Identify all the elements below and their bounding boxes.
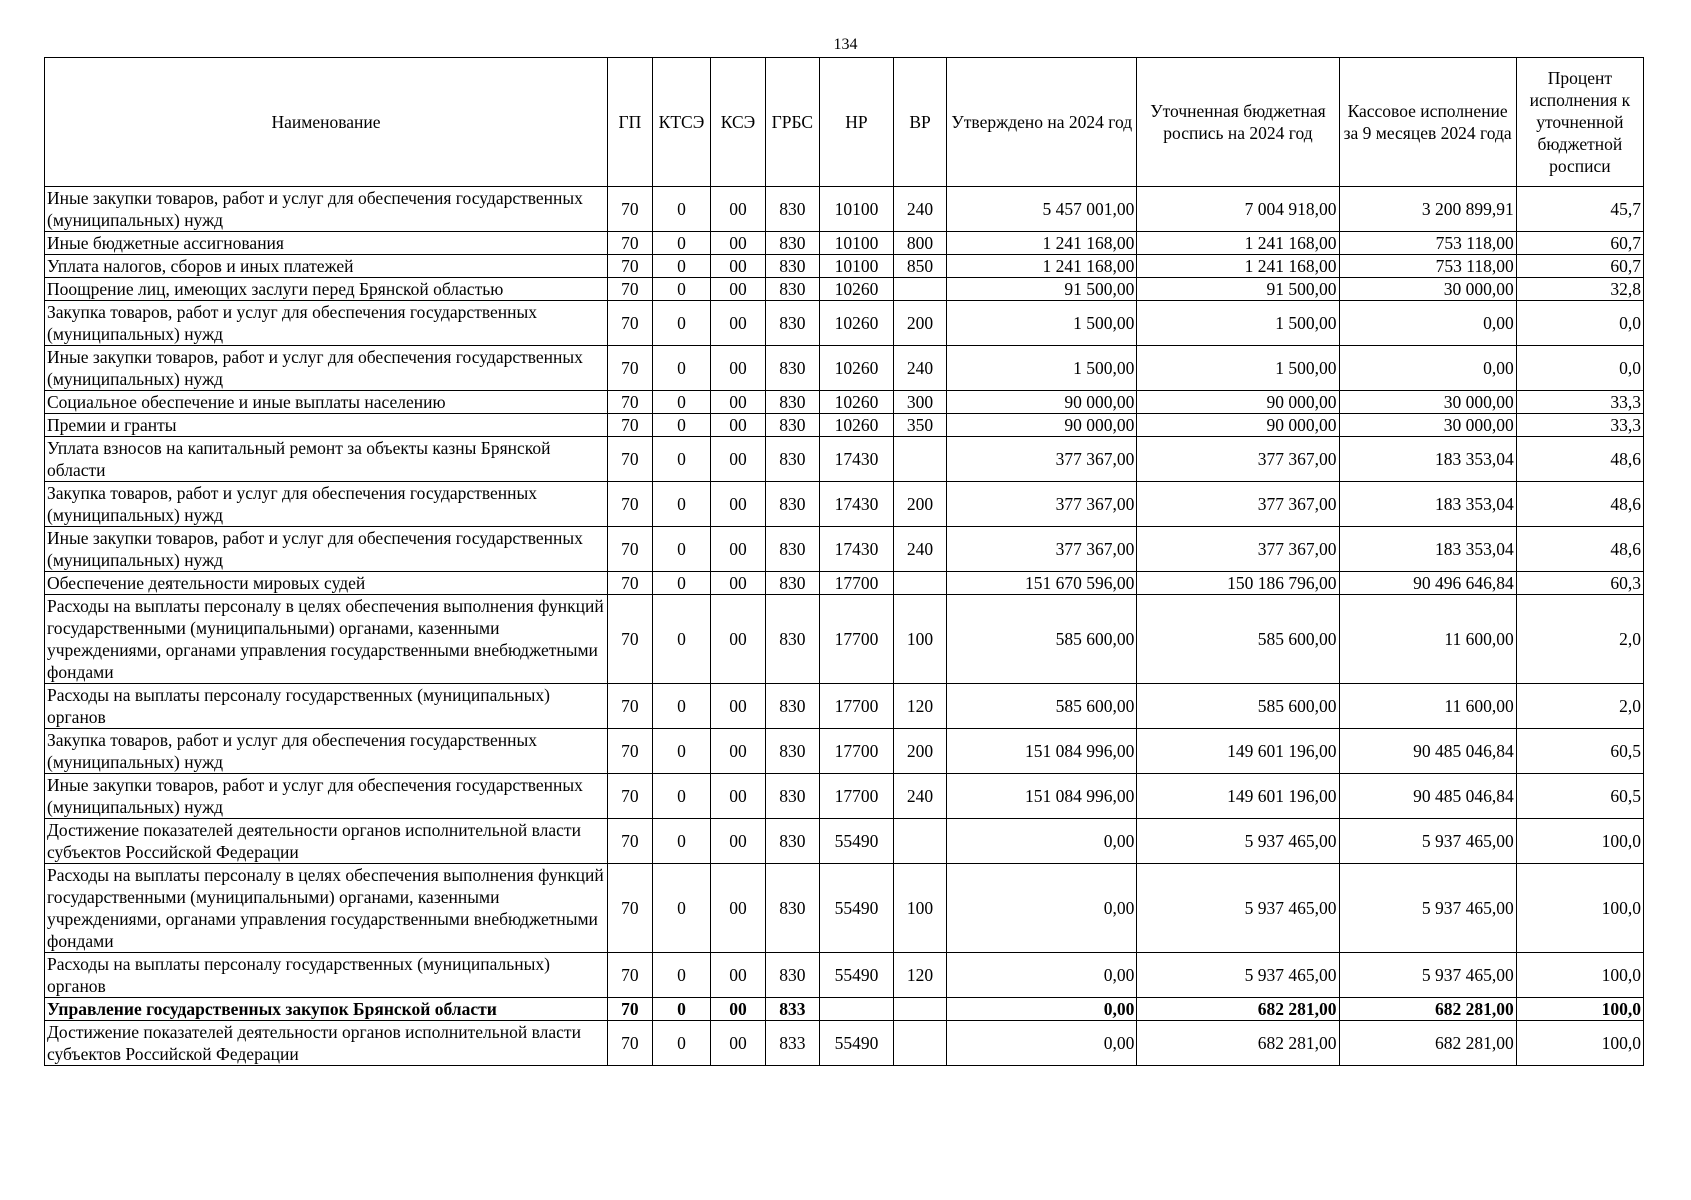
row-kse: 00 — [711, 255, 765, 278]
row-grbs: 830 — [765, 255, 819, 278]
row-refined: 7 004 918,00 — [1137, 187, 1339, 232]
row-ktse: 0 — [652, 414, 711, 437]
table-row — [45, 414, 1644, 437]
row-np: 55490 — [820, 1021, 894, 1066]
row-grbs: 830 — [765, 864, 819, 953]
row-refined: 1 500,00 — [1137, 346, 1339, 391]
row-gp: 70 — [608, 391, 653, 414]
row-approved: 377 367,00 — [947, 437, 1137, 482]
row-approved: 151 670 596,00 — [947, 572, 1137, 595]
row-grbs: 833 — [765, 998, 819, 1021]
table-row — [45, 527, 1644, 572]
row-ktse: 0 — [652, 595, 711, 684]
row-vr: 240 — [893, 774, 946, 819]
row-gp: 70 — [608, 527, 653, 572]
row-grbs: 830 — [765, 774, 819, 819]
row-ktse: 0 — [652, 346, 711, 391]
row-approved: 151 084 996,00 — [947, 729, 1137, 774]
row-approved: 377 367,00 — [947, 527, 1137, 572]
page-number: 134 — [833, 36, 858, 53]
row-grbs: 830 — [765, 684, 819, 729]
row-refined: 1 500,00 — [1137, 301, 1339, 346]
row-gp: 70 — [608, 572, 653, 595]
col-header-approved: Утверждено на 2024 год — [947, 58, 1137, 187]
row-gp: 70 — [608, 437, 653, 482]
row-percent: 32,8 — [1516, 278, 1643, 301]
row-kse: 00 — [711, 1021, 765, 1066]
row-cash: 5 937 465,00 — [1339, 864, 1516, 953]
row-ktse: 0 — [652, 255, 711, 278]
row-vr — [893, 819, 946, 864]
row-approved: 0,00 — [947, 864, 1137, 953]
row-name: Иные закупки товаров, работ и услуг для обеспечения государственных (муниципальных) нужд — [45, 774, 608, 819]
row-gp: 70 — [608, 187, 653, 232]
row-percent: 48,6 — [1516, 437, 1643, 482]
row-gp: 70 — [608, 864, 653, 953]
row-vr — [893, 1021, 946, 1066]
row-name: Расходы на выплаты персоналу государственных (муниципальных) органов — [45, 684, 608, 729]
row-vr: 200 — [893, 482, 946, 527]
row-vr: 350 — [893, 414, 946, 437]
table-row — [45, 729, 1644, 774]
row-approved: 91 500,00 — [947, 278, 1137, 301]
col-header-np: НР — [820, 58, 894, 187]
col-header-vr: ВР — [893, 58, 946, 187]
row-np: 17700 — [820, 729, 894, 774]
table-row — [45, 595, 1644, 684]
row-approved: 0,00 — [947, 998, 1137, 1021]
row-refined: 682 281,00 — [1137, 998, 1339, 1021]
table-row — [45, 998, 1644, 1021]
row-grbs: 830 — [765, 346, 819, 391]
col-header-cash: Кассовое исполнение за 9 месяцев 2024 года — [1339, 58, 1516, 187]
row-ktse: 0 — [652, 953, 711, 998]
row-approved: 1 500,00 — [947, 301, 1137, 346]
row-gp: 70 — [608, 774, 653, 819]
row-kse: 00 — [711, 414, 765, 437]
row-ktse: 0 — [652, 391, 711, 414]
row-kse: 00 — [711, 998, 765, 1021]
row-np: 10260 — [820, 346, 894, 391]
table-row — [45, 572, 1644, 595]
row-gp: 70 — [608, 255, 653, 278]
row-approved: 5 457 001,00 — [947, 187, 1137, 232]
row-np: 17430 — [820, 437, 894, 482]
row-kse: 00 — [711, 346, 765, 391]
row-np: 17700 — [820, 774, 894, 819]
row-np: 55490 — [820, 864, 894, 953]
row-kse: 00 — [711, 187, 765, 232]
table-row — [45, 819, 1644, 864]
row-vr: 300 — [893, 391, 946, 414]
table-row — [45, 391, 1644, 414]
row-kse: 00 — [711, 232, 765, 255]
row-refined: 585 600,00 — [1137, 595, 1339, 684]
row-cash: 30 000,00 — [1339, 414, 1516, 437]
row-approved: 585 600,00 — [947, 595, 1137, 684]
row-grbs: 830 — [765, 572, 819, 595]
row-percent: 60,3 — [1516, 572, 1643, 595]
table-row — [45, 346, 1644, 391]
row-percent: 0,0 — [1516, 346, 1643, 391]
row-cash: 0,00 — [1339, 346, 1516, 391]
row-kse: 00 — [711, 864, 765, 953]
row-kse: 00 — [711, 527, 765, 572]
row-ktse: 0 — [652, 232, 711, 255]
row-refined: 90 000,00 — [1137, 414, 1339, 437]
row-kse: 00 — [711, 684, 765, 729]
table-row — [45, 684, 1644, 729]
row-np: 55490 — [820, 819, 894, 864]
row-name: Обеспечение деятельности мировых судей — [45, 572, 608, 595]
row-vr — [893, 278, 946, 301]
row-refined: 90 000,00 — [1137, 391, 1339, 414]
row-grbs: 830 — [765, 729, 819, 774]
row-refined: 150 186 796,00 — [1137, 572, 1339, 595]
row-cash: 682 281,00 — [1339, 998, 1516, 1021]
row-cash: 183 353,04 — [1339, 527, 1516, 572]
row-cash: 30 000,00 — [1339, 278, 1516, 301]
table-body — [45, 187, 1644, 1066]
row-kse: 00 — [711, 391, 765, 414]
table-row — [45, 232, 1644, 255]
row-cash: 90 485 046,84 — [1339, 774, 1516, 819]
row-approved: 0,00 — [947, 1021, 1137, 1066]
row-name: Иные закупки товаров, работ и услуг для обеспечения государственных (муниципальных) нужд — [45, 187, 608, 232]
row-gp: 70 — [608, 346, 653, 391]
col-header-ktse: КТСЭ — [652, 58, 711, 187]
table-row — [45, 482, 1644, 527]
row-grbs: 830 — [765, 953, 819, 998]
row-np: 10100 — [820, 232, 894, 255]
row-percent: 33,3 — [1516, 391, 1643, 414]
row-cash: 11 600,00 — [1339, 684, 1516, 729]
row-ktse: 0 — [652, 527, 711, 572]
header-row — [45, 58, 1644, 187]
row-refined: 5 937 465,00 — [1137, 953, 1339, 998]
row-percent: 100,0 — [1516, 819, 1643, 864]
row-cash: 90 485 046,84 — [1339, 729, 1516, 774]
row-refined: 149 601 196,00 — [1137, 774, 1339, 819]
row-grbs: 830 — [765, 819, 819, 864]
row-vr — [893, 998, 946, 1021]
row-cash: 30 000,00 — [1339, 391, 1516, 414]
row-approved: 90 000,00 — [947, 414, 1137, 437]
row-approved: 151 084 996,00 — [947, 774, 1137, 819]
row-percent: 45,7 — [1516, 187, 1643, 232]
row-gp: 70 — [608, 301, 653, 346]
row-kse: 00 — [711, 729, 765, 774]
row-np: 10260 — [820, 414, 894, 437]
row-grbs: 830 — [765, 278, 819, 301]
row-percent: 60,5 — [1516, 729, 1643, 774]
row-vr — [893, 437, 946, 482]
row-kse: 00 — [711, 437, 765, 482]
row-name: Расходы на выплаты персоналу в целях обеспечения выполнения функций государственными (муниципальными) органами, казенными учреждениями, органами управления государственными внебюджетными фондами — [45, 595, 608, 684]
row-approved: 0,00 — [947, 953, 1137, 998]
row-kse: 00 — [711, 819, 765, 864]
row-np: 10260 — [820, 278, 894, 301]
table-row — [45, 187, 1644, 232]
row-approved: 585 600,00 — [947, 684, 1137, 729]
row-percent: 48,6 — [1516, 482, 1643, 527]
row-approved: 1 241 168,00 — [947, 255, 1137, 278]
row-name: Закупка товаров, работ и услуг для обеспечения государственных (муниципальных) нужд — [45, 301, 608, 346]
row-refined: 377 367,00 — [1137, 527, 1339, 572]
row-name: Уплата налогов, сборов и иных платежей — [45, 255, 608, 278]
col-header-kse: КСЭ — [711, 58, 765, 187]
row-vr — [893, 572, 946, 595]
row-grbs: 830 — [765, 527, 819, 572]
col-header-name: Наименование — [45, 58, 608, 187]
row-ktse: 0 — [652, 437, 711, 482]
row-percent: 60,5 — [1516, 774, 1643, 819]
row-ktse: 0 — [652, 774, 711, 819]
row-grbs: 830 — [765, 301, 819, 346]
row-gp: 70 — [608, 482, 653, 527]
col-header-percent: Процент исполнения к уточненной бюджетной росписи — [1516, 58, 1643, 187]
row-cash: 5 937 465,00 — [1339, 819, 1516, 864]
row-refined: 377 367,00 — [1137, 482, 1339, 527]
table-row — [45, 953, 1644, 998]
row-np: 17430 — [820, 527, 894, 572]
table-row — [45, 278, 1644, 301]
row-name: Иные закупки товаров, работ и услуг для обеспечения государственных (муниципальных) нужд — [45, 527, 608, 572]
row-np: 10100 — [820, 187, 894, 232]
row-approved: 90 000,00 — [947, 391, 1137, 414]
row-ktse: 0 — [652, 729, 711, 774]
row-percent: 48,6 — [1516, 527, 1643, 572]
row-gp: 70 — [608, 595, 653, 684]
row-ktse: 0 — [652, 301, 711, 346]
row-name: Расходы на выплаты персоналу в целях обеспечения выполнения функций государственными (муниципальными) органами, казенными учреждениями, органами управления государственными внебюджетными фондами — [45, 864, 608, 953]
row-vr: 200 — [893, 301, 946, 346]
row-grbs: 830 — [765, 414, 819, 437]
row-refined: 5 937 465,00 — [1137, 864, 1339, 953]
row-ktse: 0 — [652, 998, 711, 1021]
row-gp: 70 — [608, 684, 653, 729]
row-name: Закупка товаров, работ и услуг для обеспечения государственных (муниципальных) нужд — [45, 729, 608, 774]
row-kse: 00 — [711, 278, 765, 301]
row-np: 17700 — [820, 572, 894, 595]
table-row — [45, 864, 1644, 953]
row-ktse: 0 — [652, 572, 711, 595]
row-ktse: 0 — [652, 819, 711, 864]
row-name: Иные бюджетные ассигнования — [45, 232, 608, 255]
row-name: Иные закупки товаров, работ и услуг для обеспечения государственных (муниципальных) нужд — [45, 346, 608, 391]
row-cash: 3 200 899,91 — [1339, 187, 1516, 232]
table-row — [45, 1021, 1644, 1066]
row-percent: 2,0 — [1516, 684, 1643, 729]
row-name: Премии и гранты — [45, 414, 608, 437]
row-grbs: 830 — [765, 232, 819, 255]
row-grbs: 830 — [765, 595, 819, 684]
row-vr: 200 — [893, 729, 946, 774]
row-name: Достижение показателей деятельности органов исполнительной власти субъектов Российской Федерации — [45, 1021, 608, 1066]
row-np: 17430 — [820, 482, 894, 527]
row-percent: 100,0 — [1516, 864, 1643, 953]
row-np — [820, 998, 894, 1021]
row-refined: 5 937 465,00 — [1137, 819, 1339, 864]
row-vr: 100 — [893, 864, 946, 953]
budget-table — [44, 57, 1644, 1066]
row-gp: 70 — [608, 953, 653, 998]
row-cash: 183 353,04 — [1339, 437, 1516, 482]
row-percent: 60,7 — [1516, 232, 1643, 255]
row-gp: 70 — [608, 998, 653, 1021]
row-vr: 800 — [893, 232, 946, 255]
row-grbs: 833 — [765, 1021, 819, 1066]
row-gp: 70 — [608, 232, 653, 255]
row-percent: 100,0 — [1516, 1021, 1643, 1066]
row-percent: 0,0 — [1516, 301, 1643, 346]
row-refined: 149 601 196,00 — [1137, 729, 1339, 774]
row-cash: 5 937 465,00 — [1339, 953, 1516, 998]
row-percent: 100,0 — [1516, 953, 1643, 998]
row-name: Социальное обеспечение и иные выплаты населению — [45, 391, 608, 414]
row-vr: 120 — [893, 953, 946, 998]
table-row — [45, 437, 1644, 482]
row-percent: 33,3 — [1516, 414, 1643, 437]
row-cash: 753 118,00 — [1339, 255, 1516, 278]
row-name: Поощрение лиц, имеющих заслуги перед Брянской областью — [45, 278, 608, 301]
row-ktse: 0 — [652, 864, 711, 953]
row-kse: 00 — [711, 572, 765, 595]
table-row — [45, 774, 1644, 819]
row-percent: 2,0 — [1516, 595, 1643, 684]
row-np: 10260 — [820, 391, 894, 414]
table-row — [45, 301, 1644, 346]
row-np: 17700 — [820, 684, 894, 729]
row-vr: 240 — [893, 527, 946, 572]
row-refined: 1 241 168,00 — [1137, 232, 1339, 255]
row-name: Уплата взносов на капитальный ремонт за объекты казны Брянской области — [45, 437, 608, 482]
row-gp: 70 — [608, 819, 653, 864]
row-ktse: 0 — [652, 187, 711, 232]
row-np: 17700 — [820, 595, 894, 684]
col-header-refined: Уточненная бюджетная роспись на 2024 год — [1137, 58, 1339, 187]
row-gp: 70 — [608, 729, 653, 774]
row-vr: 240 — [893, 187, 946, 232]
row-percent: 60,7 — [1516, 255, 1643, 278]
row-cash: 11 600,00 — [1339, 595, 1516, 684]
row-np: 55490 — [820, 953, 894, 998]
row-gp: 70 — [608, 414, 653, 437]
row-ktse: 0 — [652, 278, 711, 301]
row-name: Расходы на выплаты персоналу государственных (муниципальных) органов — [45, 953, 608, 998]
row-cash: 682 281,00 — [1339, 1021, 1516, 1066]
row-kse: 00 — [711, 301, 765, 346]
row-grbs: 830 — [765, 187, 819, 232]
row-gp: 70 — [608, 278, 653, 301]
row-grbs: 830 — [765, 391, 819, 414]
row-refined: 377 367,00 — [1137, 437, 1339, 482]
row-np: 10100 — [820, 255, 894, 278]
row-grbs: 830 — [765, 437, 819, 482]
row-vr: 100 — [893, 595, 946, 684]
row-approved: 0,00 — [947, 819, 1137, 864]
row-kse: 00 — [711, 595, 765, 684]
row-refined: 682 281,00 — [1137, 1021, 1339, 1066]
row-name: Достижение показателей деятельности органов исполнительной власти субъектов Российской Федерации — [45, 819, 608, 864]
row-ktse: 0 — [652, 482, 711, 527]
row-refined: 91 500,00 — [1137, 278, 1339, 301]
row-refined: 585 600,00 — [1137, 684, 1339, 729]
row-kse: 00 — [711, 953, 765, 998]
row-approved: 377 367,00 — [947, 482, 1137, 527]
col-header-gp: ГП — [608, 58, 653, 187]
row-vr: 850 — [893, 255, 946, 278]
row-name: Управление государственных закупок Брянской области — [45, 998, 608, 1021]
row-cash: 753 118,00 — [1339, 232, 1516, 255]
row-ktse: 0 — [652, 684, 711, 729]
row-vr: 120 — [893, 684, 946, 729]
row-vr: 240 — [893, 346, 946, 391]
col-header-grbs: ГРБС — [765, 58, 819, 187]
row-grbs: 830 — [765, 482, 819, 527]
row-ktse: 0 — [652, 1021, 711, 1066]
row-approved: 1 500,00 — [947, 346, 1137, 391]
row-np: 10260 — [820, 301, 894, 346]
row-cash: 183 353,04 — [1339, 482, 1516, 527]
row-gp: 70 — [608, 1021, 653, 1066]
row-approved: 1 241 168,00 — [947, 232, 1137, 255]
row-refined: 1 241 168,00 — [1137, 255, 1339, 278]
row-name: Закупка товаров, работ и услуг для обеспечения государственных (муниципальных) нужд — [45, 482, 608, 527]
row-kse: 00 — [711, 774, 765, 819]
row-kse: 00 — [711, 482, 765, 527]
table-row — [45, 255, 1644, 278]
row-cash: 0,00 — [1339, 301, 1516, 346]
row-percent: 100,0 — [1516, 998, 1643, 1021]
row-cash: 90 496 646,84 — [1339, 572, 1516, 595]
